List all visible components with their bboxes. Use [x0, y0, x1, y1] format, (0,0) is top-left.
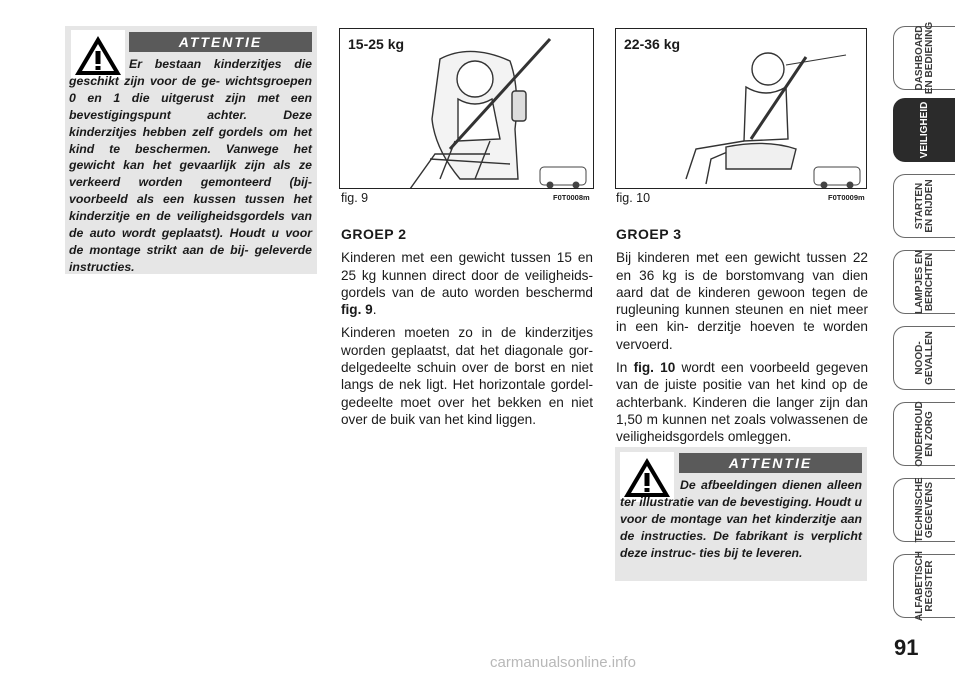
page-number: 91 — [894, 635, 919, 660]
warning-box-top — [65, 26, 317, 274]
warning-badge: ATTENTIE — [129, 32, 312, 52]
figure-9-reference: fig. 9 — [341, 302, 373, 318]
tab-veiligheid[interactable]: VEILIGHEID — [893, 98, 955, 162]
tab-register[interactable]: ALFABETISCH REGISTER — [893, 554, 955, 618]
warning-text: De afbeeldingen dienen alleen ter illustratie van de bevestiging. Houdt u voor de montage van het kinderzitje aan de instructies. De fabrikant is verplicht deze instruc- ties bij te leveren. — [620, 478, 862, 560]
groep-3-paragraph-2: In fig. 10 wordt een voorbeeld gegeven van de juiste positie van het kind op de achterbank. Kinderen die langer zijn dan 1,50 m kunnen net zoals volwassenen de veiligheidsgordels omleggen. — [616, 360, 869, 445]
child-seat-illustration — [340, 29, 594, 189]
tab-starten[interactable]: STARTEN EN RIJDEN — [893, 174, 955, 238]
figure-10-weight: 22-36 kg — [624, 36, 681, 52]
groep-3-paragraph-1: Bij kinderen met een gewicht tussen 22 en 36 kg is de borstomvang van dien aard dat de kinderen gewoon tegen de rugleuning kunnen steunen en niet meer in een kin- derzitje hoeven te worden vervoerd. — [616, 250, 868, 352]
groep-2-paragraph-2: Kinderen moeten zo in de kinderzitjes worden geplaatst, dat het diagonale gor- delgedeelte schuin over de borst en niet langs de nek ligt. Het horizontale gordel- gedeelte moet over het bekken en niet over de buik van het kind liggen. — [341, 325, 593, 427]
section-groep-3 — [616, 226, 868, 452]
groep-3-title: GROEP 3 — [616, 226, 682, 242]
tab-noodgevallen[interactable]: NOOD- GEVALLEN — [893, 326, 955, 390]
figure-10-code: F0T0009m — [828, 193, 865, 202]
tab-technische[interactable]: TECHNISCHE GEGEVENS — [893, 478, 955, 542]
tab-onderhoud[interactable]: ONDERHOUD EN ZORG — [893, 402, 955, 466]
figure-9-image — [339, 28, 594, 189]
groep-2-title: GROEP 2 — [341, 226, 407, 242]
tab-lampjes[interactable]: LAMPJES EN BERICHTEN — [893, 250, 955, 314]
groep-2-paragraph-1: Kinderen met een gewicht tussen 15 en 25 kg kunnen direct door de veiligheids- gordels van de auto worden beschermd fig. 9. — [341, 250, 593, 318]
section-groep-2 — [341, 226, 593, 434]
warning-text: Er bestaan kinderzitjes die geschikt zijn voor de ge- wichtsgroepen 0 en 1 die uitgerust zijn met een bevestigingspunt achter. Deze kinderzitjes hebben zelf gordels om het kind te beschermen. Vanwege het gewicht kan het gevaarlijk zijn als ze verkeerd worden gemonteerd (bij- voorbeeld als een kussen tussen het kinderzitje en de veiligheidsgordels van de auto wordt geplaatst). Houdt u voor de montage strikt aan de bij- geleverde instructies. — [69, 57, 312, 274]
figure-10-reference: fig. 10 — [633, 360, 676, 376]
warning-badge: ATTENTIE — [679, 453, 862, 473]
figure-9-code: F0T0008m — [553, 193, 590, 202]
figure-9-label: fig. 9 — [341, 191, 369, 205]
figure-10-image — [615, 28, 867, 189]
tab-dashboard[interactable]: DASHBOARD EN BEDIENING — [893, 26, 955, 90]
figure-10-label: fig. 10 — [616, 191, 651, 205]
figure-9-weight: 15-25 kg — [348, 36, 405, 52]
warning-box-bottom — [615, 447, 867, 581]
watermark: carmanualsonline.info — [490, 654, 636, 671]
child-booster-illustration — [616, 29, 867, 189]
